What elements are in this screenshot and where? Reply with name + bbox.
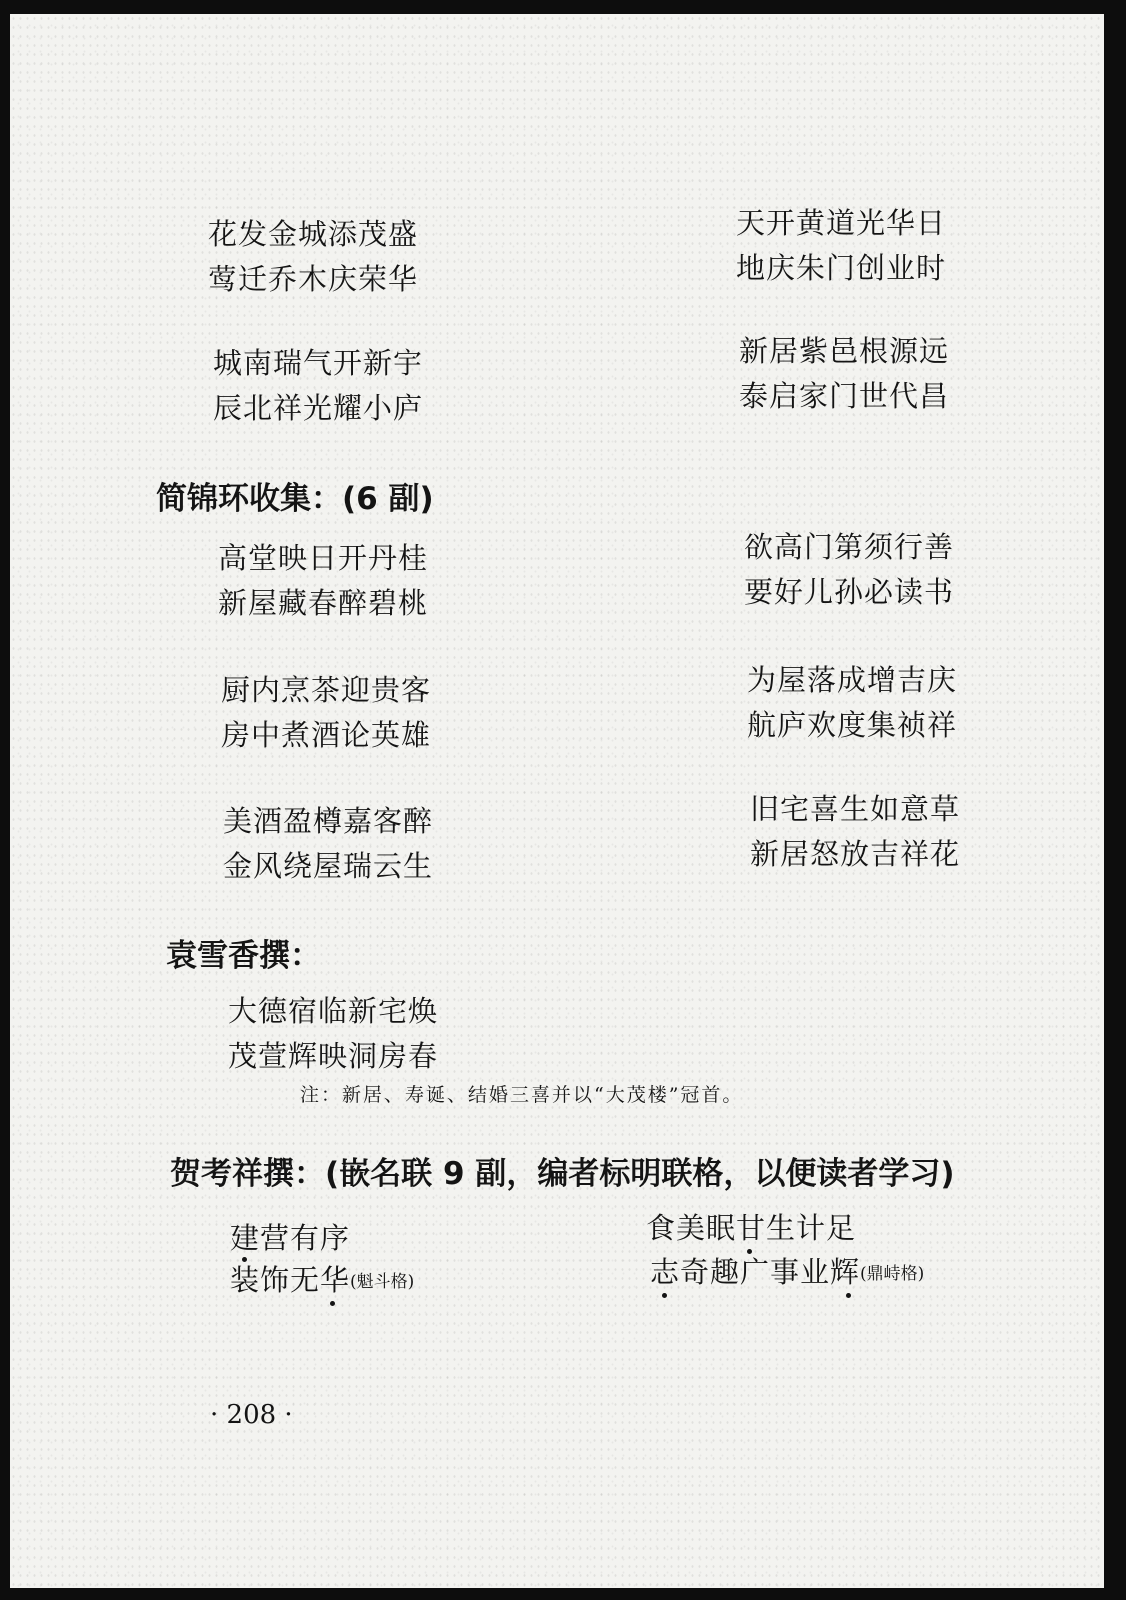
emphasis-dot [662, 1293, 667, 1298]
couplet-style-label: (鼎峙格) [860, 1264, 925, 1284]
section-heading: 贺考祥撰：(嵌名联 9 副，编者标明联格，以便读者学习) [170, 1156, 955, 1192]
couplet-line: 建营有序 [230, 1221, 351, 1255]
emphasis-dot [747, 1249, 752, 1254]
couplet-line: 航庐欢度集祯祥 [747, 708, 958, 742]
couplet-line: 辰北祥光耀小庐 [213, 391, 424, 425]
section-heading: 简锦环收集：(6 副) [156, 481, 434, 517]
couplet-style-label: (魁斗格) [350, 1272, 415, 1292]
couplet-line: 装饰无华 [230, 1263, 351, 1297]
couplet-line: 新居紫邑根源远 [739, 334, 950, 368]
couplet-line: 厨内烹茶迎贵客 [221, 673, 432, 707]
couplet-line: 旧宅喜生如意草 [750, 792, 961, 826]
book-page [10, 14, 1104, 1588]
couplet-line: 美酒盈樽嘉客醉 [223, 804, 434, 838]
couplet-line: 新居怒放吉祥花 [750, 837, 961, 871]
couplet-line: 新屋藏春醉碧桃 [218, 586, 429, 620]
footnote: 注：新居、寿诞、结婚三喜并以“大茂楼”冠首。 [300, 1084, 744, 1106]
couplet-line: 食美眠甘生计足 [646, 1211, 857, 1245]
couplet-line: 大德宿临新宅焕 [228, 994, 439, 1028]
emphasis-dot [242, 1257, 247, 1262]
couplet-line: 城南瑞气开新宇 [213, 346, 424, 380]
couplet-line: 茂萱辉映洞房春 [228, 1039, 439, 1073]
couplet-line: 高堂映日开丹桂 [218, 541, 429, 575]
emphasis-dot [330, 1301, 335, 1306]
couplet-line: 地庆朱门创业时 [736, 251, 947, 285]
couplet-line: 泰启家门世代昌 [739, 379, 950, 413]
couplet-line: 莺迁乔木庆荣华 [208, 262, 419, 296]
couplet-line: 欲高门第须行善 [744, 530, 955, 564]
couplet-line: 志奇趣广事业辉 [650, 1255, 861, 1289]
couplet-line: 金风绕屋瑞云生 [223, 849, 434, 883]
page-number: · 208 · [210, 1400, 293, 1430]
couplet-line: 房中煮酒论英雄 [221, 718, 432, 752]
couplet-line: 天开黄道光华日 [736, 206, 947, 240]
couplet-line: 花发金城添茂盛 [208, 217, 419, 251]
section-heading: 袁雪香撰： [166, 938, 321, 974]
couplet-line: 为屋落成增吉庆 [747, 663, 958, 697]
emphasis-dot [846, 1293, 851, 1298]
couplet-line: 要好儿孙必读书 [744, 575, 955, 609]
